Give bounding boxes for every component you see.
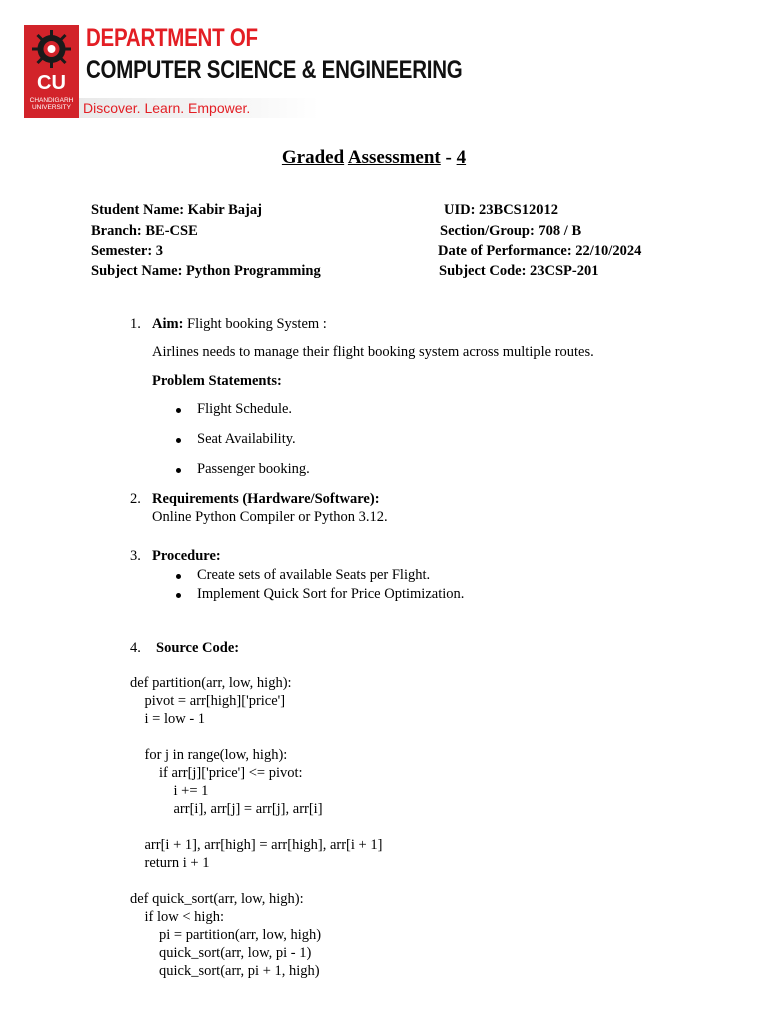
- code-line: quick_sort(arr, pi + 1, high): [130, 963, 320, 979]
- page-title: [0, 147, 748, 169]
- title-word-graded: Graded: [281, 147, 345, 168]
- subject-name: Subject Name: Python Programming: [91, 263, 321, 279]
- department-heading-line2: COMPUTER SCIENCE & ENGINEERING: [86, 56, 463, 84]
- aim-label: Aim:: [152, 316, 184, 332]
- logo-text: CU: [37, 72, 66, 94]
- requirements-text: Online Python Compiler or Python 3.12.: [152, 509, 388, 525]
- code-line: [130, 818, 382, 836]
- aim-text: Flight booking System :: [187, 316, 327, 332]
- student-uid: UID: 23BCS12012: [444, 202, 558, 218]
- section-number-source: 4.: [130, 640, 141, 656]
- code-line: for j in range(low, high):: [130, 747, 288, 763]
- title-number: 4: [456, 147, 467, 168]
- semester: Semester: 3: [91, 243, 164, 259]
- source-code-label: Source Code:: [156, 640, 240, 656]
- bullet-icon: [176, 574, 181, 579]
- title-separator: -: [445, 147, 452, 168]
- section-number-procedure: 3.: [130, 548, 141, 564]
- section-number-aim: 1.: [130, 316, 141, 332]
- code-line: if arr[j]['price'] <= pivot:: [130, 765, 303, 781]
- bullet-icon: [176, 408, 181, 413]
- aim-description: Airlines needs to manage their flight booking system across multiple routes.: [152, 344, 594, 360]
- date-of-performance: Date of Performance: 22/10/2024: [438, 243, 642, 259]
- tagline: Discover. Learn. Empower.: [83, 100, 251, 116]
- code-line: i += 1: [130, 783, 209, 799]
- aim-line: [152, 316, 327, 333]
- bullet-icon: [176, 468, 181, 473]
- code-line: def quick_sort(arr, low, high):: [130, 891, 304, 907]
- procedure-label: Procedure:: [152, 548, 221, 564]
- code-line: arr[i], arr[j] = arr[j], arr[i]: [130, 801, 323, 817]
- code-line: pivot = arr[high]['price']: [130, 693, 286, 709]
- code-line: quick_sort(arr, low, pi - 1): [130, 945, 312, 961]
- subject-code: Subject Code: 23CSP-201: [439, 263, 599, 279]
- problem-item: Seat Availability.: [197, 431, 296, 447]
- requirements-label: Requirements (Hardware/Software):: [152, 491, 380, 507]
- code-line: if low < high:: [130, 909, 224, 925]
- title-word-assessment: Assessment: [347, 147, 441, 168]
- branch: Branch: BE-CSE: [91, 223, 198, 239]
- bullet-icon: [176, 593, 181, 598]
- code-line: arr[i + 1], arr[high] = arr[high], arr[i + 1]: [130, 837, 383, 853]
- problem-statements-heading: Problem Statements:: [152, 373, 282, 389]
- procedure-step: Implement Quick Sort for Price Optimization.: [197, 586, 465, 602]
- problem-item: Passenger booking.: [197, 461, 310, 477]
- university-logo: [24, 25, 79, 118]
- procedure-step: Create sets of available Seats per Flight.: [197, 567, 431, 583]
- code-line: i = low - 1: [130, 711, 206, 727]
- code-line: def partition(arr, low, high):: [130, 675, 292, 691]
- department-heading-line1: DEPARTMENT OF: [86, 24, 258, 52]
- source-code-block: [130, 674, 382, 980]
- bullet-icon: [176, 438, 181, 443]
- gear-emblem-icon: [28, 28, 75, 70]
- code-line: pi = partition(arr, low, high): [130, 927, 322, 943]
- logo-subtext: CHANDIGARH UNIVERSITY: [29, 97, 74, 111]
- code-line: return i + 1: [130, 855, 210, 871]
- code-line: [130, 872, 382, 890]
- student-name: Student Name: Kabir Bajaj: [91, 202, 262, 218]
- problem-item: Flight Schedule.: [197, 401, 293, 417]
- section-group: Section/Group: 708 / B: [440, 223, 582, 239]
- code-line: [130, 728, 382, 746]
- section-number-requirements: 2.: [130, 491, 141, 507]
